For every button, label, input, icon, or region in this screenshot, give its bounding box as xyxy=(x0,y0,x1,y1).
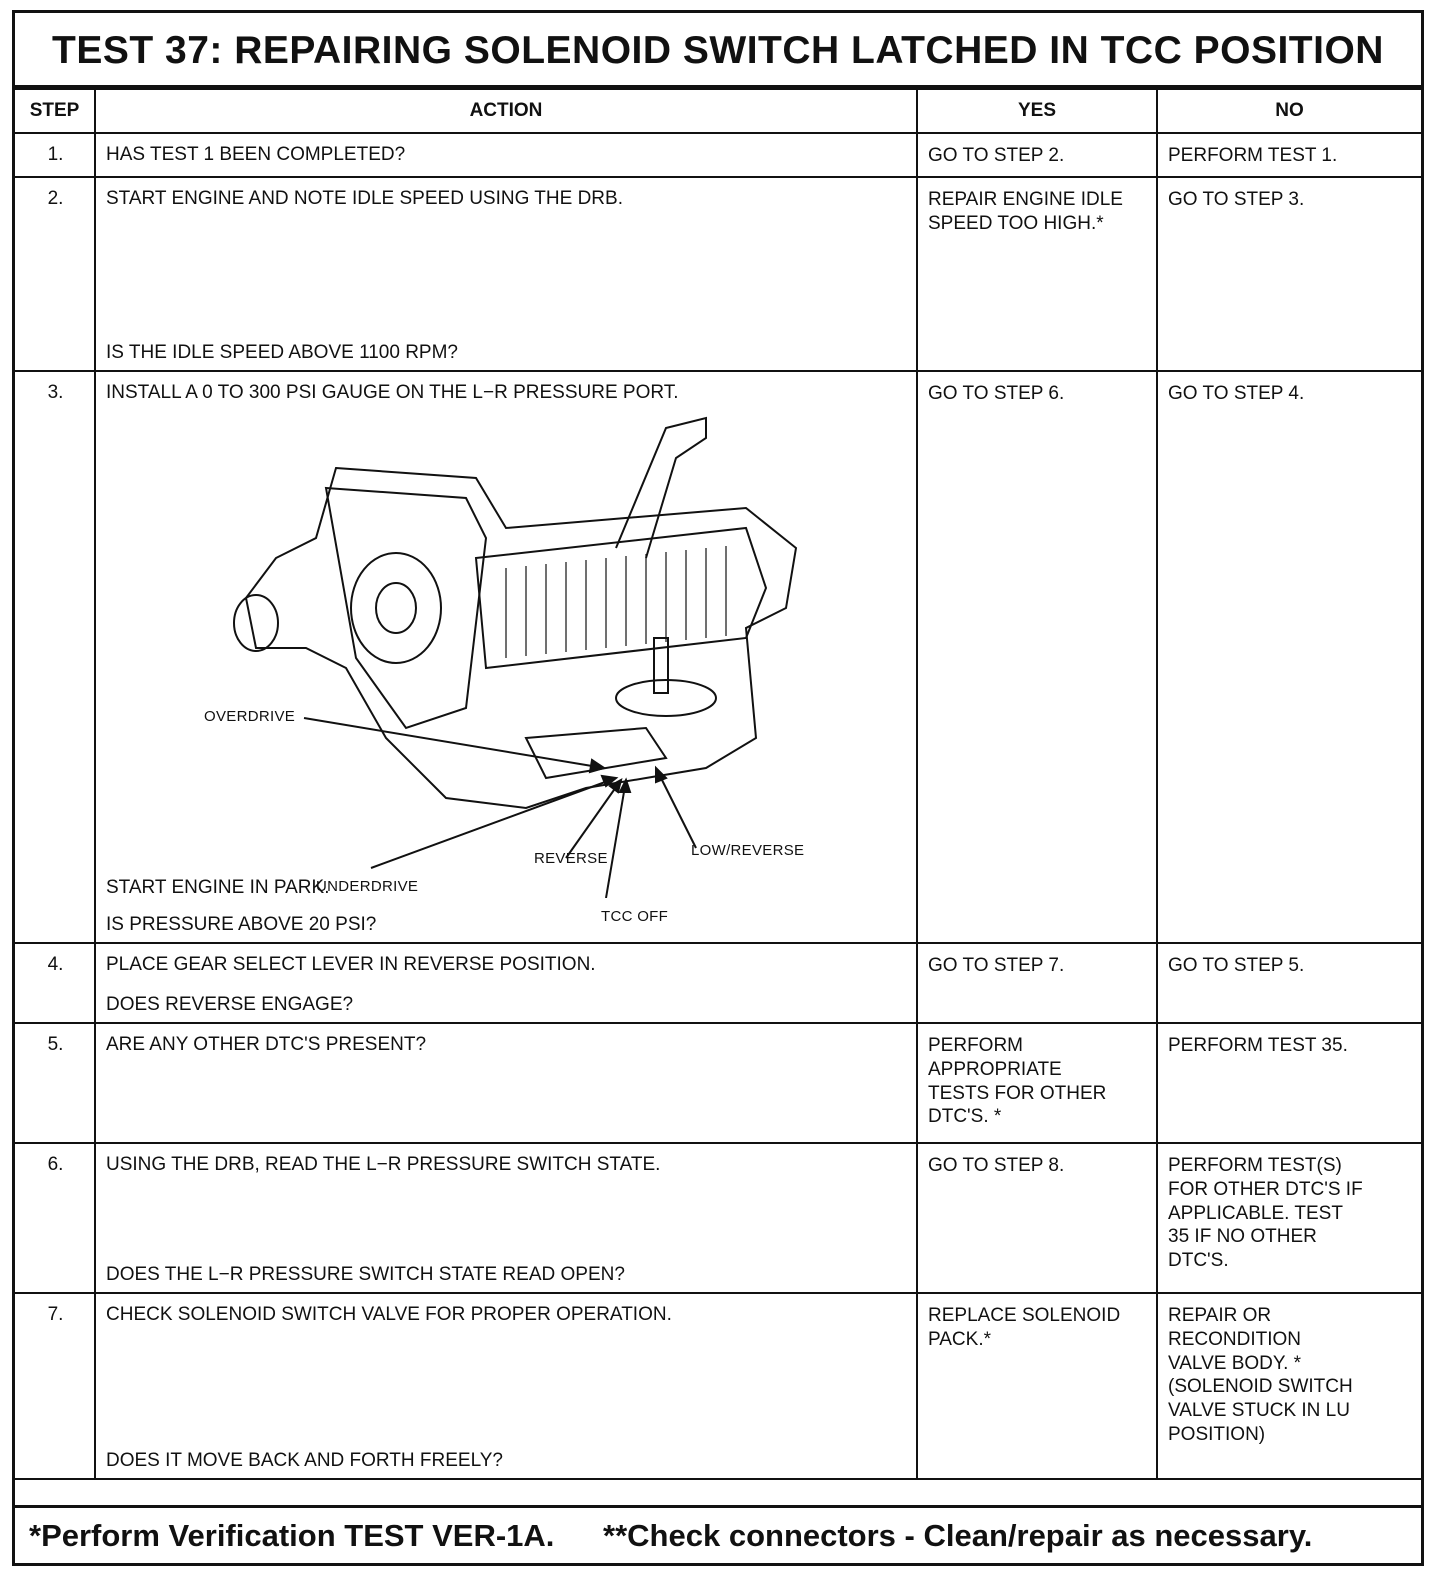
action-cell xyxy=(95,943,917,1023)
label-overdrive: OVERDRIVE xyxy=(204,708,296,725)
action-text: ARE ANY OTHER DTC'S PRESENT? xyxy=(95,1023,917,1143)
no-text: REPAIR OR RECONDITION VALVE BODY. * (SOLENOID SWITCH VALVE STUCK IN LU POSITION) xyxy=(1157,1293,1421,1479)
no-text: GO TO STEP 5. xyxy=(1157,943,1421,1023)
table-row xyxy=(15,133,1421,177)
no-text: PERFORM TEST 1. xyxy=(1157,133,1421,177)
table-row xyxy=(15,943,1421,1023)
action-question: DOES THE L−R PRESSURE SWITCH STATE READ OPEN? xyxy=(106,1264,625,1285)
page-title: TEST 37: REPAIRING SOLENOID SWITCH LATCHED IN TCC POSITION xyxy=(15,13,1421,88)
action-text: PLACE GEAR SELECT LEVER IN REVERSE POSITION. xyxy=(106,954,596,975)
header-row xyxy=(15,89,1421,133)
step-number: 1. xyxy=(15,133,95,177)
yes-text: GO TO STEP 7. xyxy=(917,943,1157,1023)
yes-text: REPAIR ENGINE IDLE SPEED TOO HIGH.* xyxy=(917,177,1157,371)
header-action: ACTION xyxy=(95,89,917,133)
action-cell xyxy=(95,371,917,943)
action-text: INSTALL A 0 TO 300 PSI GAUGE ON THE L−R PRESSURE PORT. xyxy=(106,382,679,403)
header-yes: YES xyxy=(917,89,1157,133)
footer-connectors: **Check connectors - Clean/repair as necessary. xyxy=(603,1518,1313,1553)
action-text: START ENGINE AND NOTE IDLE SPEED USING THE DRB. xyxy=(106,188,623,209)
label-underdrive: UNDERDRIVE xyxy=(316,878,419,895)
footer-note xyxy=(15,1505,1421,1563)
action-text: HAS TEST 1 BEEN COMPLETED? xyxy=(95,133,917,177)
action-text: USING THE DRB, READ THE L−R PRESSURE SWITCH STATE. xyxy=(106,1154,661,1175)
yes-text: GO TO STEP 8. xyxy=(917,1143,1157,1293)
action-question: DOES REVERSE ENGAGE? xyxy=(106,994,354,1015)
yes-text: GO TO STEP 2. xyxy=(917,133,1157,177)
table-row xyxy=(15,1293,1421,1479)
step-number: 2. xyxy=(15,177,95,371)
yes-text: GO TO STEP 6. xyxy=(917,371,1157,943)
header-no: NO xyxy=(1157,89,1421,133)
step-number: 6. xyxy=(15,1143,95,1293)
yes-text: REPLACE SOLENOID PACK.* xyxy=(917,1293,1157,1479)
no-text: PERFORM TEST(S) FOR OTHER DTC'S IF APPLICABLE. TEST 35 IF NO OTHER DTC'S. xyxy=(1157,1143,1421,1293)
action-cell xyxy=(95,1143,917,1293)
label-tcc-off: TCC OFF xyxy=(601,908,669,925)
header-step: STEP xyxy=(15,89,95,133)
table-row xyxy=(15,1023,1421,1143)
action-text: CHECK SOLENOID SWITCH VALVE FOR PROPER OPERATION. xyxy=(106,1304,672,1325)
step-number: 4. xyxy=(15,943,95,1023)
label-low-reverse: LOW/REVERSE xyxy=(691,842,805,859)
transmission-illustration xyxy=(146,408,846,925)
action-cell xyxy=(95,177,917,371)
table-row xyxy=(15,371,1421,943)
action-text-2: START ENGINE IN PARK. xyxy=(106,877,330,898)
table-row xyxy=(15,177,1421,371)
step-number: 5. xyxy=(15,1023,95,1143)
test-sheet xyxy=(12,10,1424,1566)
no-text: GO TO STEP 3. xyxy=(1157,177,1421,371)
transmission-drawing xyxy=(146,408,846,898)
table-row xyxy=(15,1143,1421,1293)
yes-text: PERFORM APPROPRIATE TESTS FOR OTHER DTC'S. * xyxy=(917,1023,1157,1143)
action-cell xyxy=(95,1293,917,1479)
label-reverse: REVERSE xyxy=(534,850,608,867)
action-bottom xyxy=(106,877,376,936)
no-text: PERFORM TEST 35. xyxy=(1157,1023,1421,1143)
no-text: GO TO STEP 4. xyxy=(1157,371,1421,943)
step-number: 7. xyxy=(15,1293,95,1479)
test-table xyxy=(15,88,1421,1480)
action-question: IS THE IDLE SPEED ABOVE 1100 RPM? xyxy=(106,342,459,363)
footer-verification: *Perform Verification TEST VER-1A. xyxy=(29,1518,555,1553)
action-question: DOES IT MOVE BACK AND FORTH FREELY? xyxy=(106,1450,503,1471)
step-number: 3. xyxy=(15,371,95,943)
action-question: IS PRESSURE ABOVE 20 PSI? xyxy=(106,914,377,935)
